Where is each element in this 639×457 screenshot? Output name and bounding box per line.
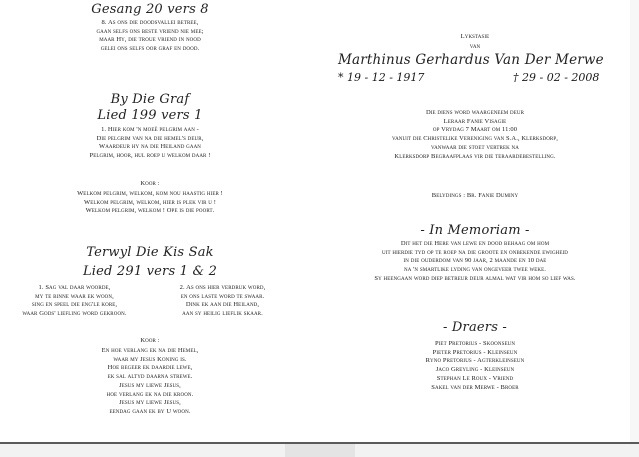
gesang-line: maar Hy, die troue vriend in nood <box>99 36 201 44</box>
draer-item: Pieter Pretorius - Kleinseun <box>432 348 518 356</box>
koor2-line: eendag gaan ek by U woon. <box>109 407 191 415</box>
memoriam-line: Sy heengaan word diep betreur deur almal wat vir hom so lief was. <box>374 274 576 282</box>
deceased-name: Marthinus Gerhardus Van Der Merwe <box>338 52 604 68</box>
service-line: Die diens word waargeneem deur <box>425 109 525 116</box>
draers-list <box>325 340 625 392</box>
koor2-line: Jesus my liewe Jesus, <box>119 399 181 407</box>
koor2-line: En hoe verlang ek na die Hemel, <box>101 347 199 354</box>
verse1-line: 1. Sag val daar woorde, <box>38 284 111 291</box>
memoriam-text <box>325 240 625 284</box>
lied291-verse-2 <box>150 284 295 319</box>
gesang-verse <box>0 19 300 54</box>
van-label: van <box>469 43 481 50</box>
verse1-line: waar Gods' liefling word gekroon. <box>22 310 127 318</box>
memoriam-line: Dit het die Here van lewe en dood behaag om hom <box>400 240 550 247</box>
verse2-line: Dink ek aan die Heiland, <box>185 301 260 309</box>
lied291-verse-1 <box>2 284 147 319</box>
koor1-line: Welkom pelgrim, welkom, kom nou haastig hier ! <box>77 190 223 197</box>
koor2-line: Hoe begeer ek daardie lewe, <box>107 364 193 372</box>
koor1-label: Koor : <box>140 180 160 187</box>
by-die-graf-title: By Die Graf <box>110 92 190 107</box>
gesang-line: 8. As ons die doodsvallei betree, <box>101 19 199 26</box>
belydings: Belydings : Br. Fanie Duminy <box>431 192 519 199</box>
lied199-line: Die pelgrim van na die hemel's deur, <box>96 134 204 142</box>
birth-date: * 19 - 12 - 1917 <box>338 71 425 84</box>
gesang-line: gelei ons selfs oor graf en dood. <box>100 45 200 53</box>
service-line: Leraar Fanie Visagie <box>443 117 507 125</box>
koor1-verse <box>0 190 300 216</box>
in-memoriam-title: - In Memoriam - <box>420 223 530 238</box>
koor2-line: hoe verlang ek na die kroon. <box>106 390 194 398</box>
service-line: Klerksdorp Begraafplaas vir die teraardebestelling. <box>394 152 556 160</box>
memoriam-line: uit hierdie tyd op te roep na die groote en onbekende ewigheid <box>382 248 568 256</box>
death-date: † 29 - 02 - 2008 <box>513 71 600 84</box>
gesang-line: gaan selfs ons beste vriend nie mee; <box>96 27 204 35</box>
service-line: vanwaar die stoet vertrek na <box>431 143 519 151</box>
verse1-line: sing en speel die eng'le kore, <box>31 301 118 309</box>
draer-item: Piet Pretorius - Skoonseun <box>434 340 516 347</box>
lied291-title: Lied 291 vers 1 & 2 <box>82 264 218 279</box>
lied199-title: Lied 199 vers 1 <box>97 108 203 123</box>
verse2-line: 2. As ons hier verdruk word, <box>179 284 266 291</box>
life-dates <box>325 71 625 85</box>
koor1-line: Welkom pelgrim, welkom, hier is plek vir u ! <box>84 198 216 206</box>
lykstasie-label: Lykstasie <box>460 33 490 40</box>
koor2-line: ek sal altyd daarna strewe. <box>107 373 193 381</box>
lied199-line: 1. Hier kom 'n moeë pelgrim aan - <box>101 126 199 133</box>
draer-item: Sakel van der Merwe - Broer <box>431 383 519 391</box>
koor2-line: Jesus my liewe Jesus, <box>119 381 181 389</box>
service-line: op Vrydag 7 Maart om 11:00 <box>432 126 518 134</box>
service-line: vanuit die Christelike Vereniging van S.A., Klerksdorp, <box>392 135 558 143</box>
draer-item: Ryno Pretorius - Agterkleinseun <box>425 357 525 365</box>
memoriam-line: in die ouderdom van 90 jaar, 2 maande en 10 dae <box>403 257 547 265</box>
gesang-title: Gesang 20 vers 8 <box>91 2 209 17</box>
lied199-line: Pelgrim, hoor, hul roep u welkom daar ! <box>89 152 211 160</box>
verse1-line: my te binne waar ek woon, <box>35 292 114 300</box>
lied199-verse <box>0 126 300 161</box>
lied199-line: Waardeur hy na die Heiland gaan <box>98 143 202 151</box>
verse2-line: en ons laste word te swaar. <box>180 292 265 300</box>
draers-title: - Draers - <box>442 320 508 335</box>
terwyl-title: Terwyl Die Kis Sak <box>86 245 214 260</box>
koor2-label: Koor : <box>140 337 160 344</box>
service-details <box>325 109 625 161</box>
memoriam-line: na 'n smartlike lyding van ongeveer twee weke. <box>403 266 547 274</box>
koor1-line: Welkom pelgrim, welkom ! Ope is die poort. <box>85 207 215 215</box>
footer-segment <box>285 444 355 457</box>
koor2-verse <box>0 347 300 417</box>
koor2-line: waar my Jesus Koning is. <box>113 355 187 363</box>
draer-item: Stephan Le Roux - Vriend <box>436 374 514 382</box>
verse2-line: aan sy heilig lieflik skaar. <box>182 310 263 318</box>
draer-item: Jaco Greyling - Kleinseun <box>435 366 515 374</box>
